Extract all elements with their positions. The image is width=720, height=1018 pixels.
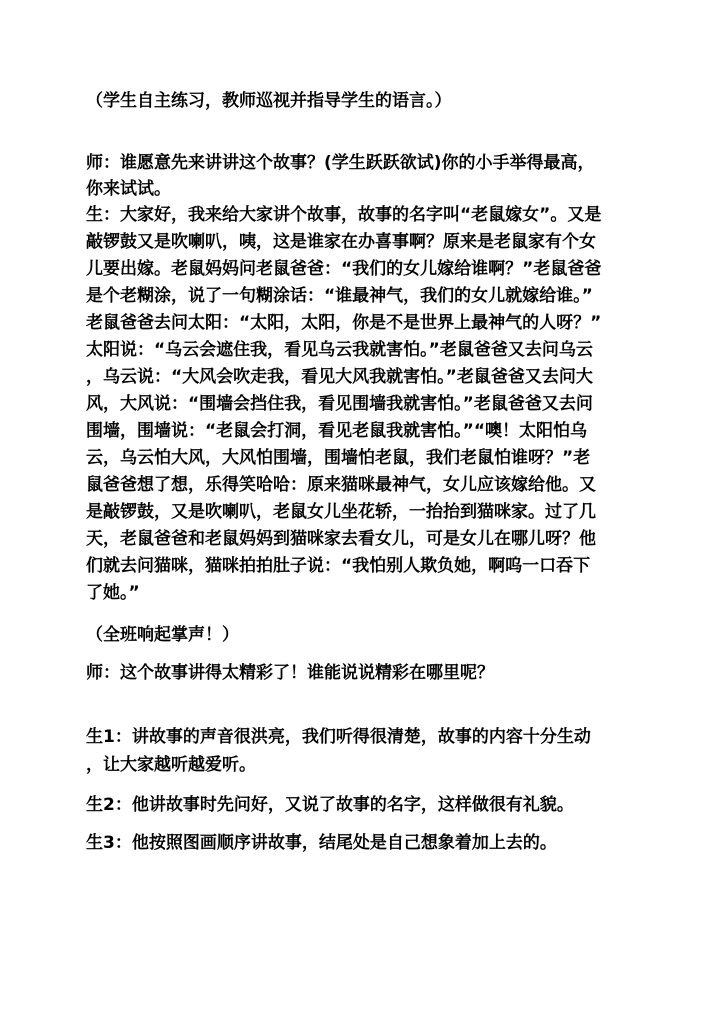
text-line-story-13: 天，老鼠爸爸和老鼠妈妈到猫咪家去看女儿，可是女儿在哪儿呀？他 xyxy=(86,529,596,549)
text-line-student2: 生2：他讲故事时先问好，又说了故事的名字，这样做很有礼貌。 xyxy=(86,795,574,815)
text-line-story-6: 太阳说：“乌云会遮住我，看见乌云我就害怕。”老鼠爸爸又去问乌云 xyxy=(86,340,593,360)
text-line-story-4: 是个老糊涂，说了一句糊涂话：“谁最神气，我们的女儿就嫁给谁。” xyxy=(86,286,593,306)
text-line-story-10: 云，乌云怕大风，大风怕围墙，围墙怕老鼠，我们老鼠怕谁呀？”老 xyxy=(86,448,591,468)
text-line-story-1: 生：大家好，我来给大家讲个故事，故事的名字叫“老鼠嫁女”。又是 xyxy=(86,205,602,225)
text-line-story-7: ，乌云说：“大风会吹走我，看见大风我就害怕。”老鼠爸爸又去问大 xyxy=(86,367,593,387)
text-line-story-5: 老鼠爸爸去问太阳：“太阳，太阳，你是不是世界上最神气的人呀？” xyxy=(86,313,602,333)
text-line-story-2: 敲锣鼓又是吹喇叭，咦，这是谁家在办喜事啊？原来是老鼠家有个女 xyxy=(86,232,596,252)
text-line-story-14: 们就去问猫咪，猫咪拍拍肚子说：“我怕别人欺负她，啊呜一口吞下 xyxy=(86,556,591,576)
text-line-story-8: 风，大风说：“围墙会挡住我，看见围墙我就害怕。”老鼠爸爸又去问 xyxy=(86,394,593,414)
text-line-teacher-question-1: 师：谁愿意先来讲讲这个故事？(学生跃跃欲试)你的小手举得最高， xyxy=(86,153,595,173)
text-line-story-3: 儿要出嫁。老鼠妈妈问老鼠爸爸：“我们的女儿嫁给谁啊？”老鼠爸爸 xyxy=(86,259,602,279)
text-line-student3: 生3：他按照图画顺序讲故事，结尾处是自己想象着加上去的。 xyxy=(86,833,557,853)
text-line-student1-1: 生1：讲故事的声音很洪亮，我们听得很清楚，故事的内容十分生动 xyxy=(86,727,591,747)
text-line-story-12: 是敲锣鼓，又是吹喇叭，老鼠女儿坐花轿，一抬抬到猫咪家。过了几 xyxy=(86,502,596,522)
text-line-story-15: 了她。” xyxy=(86,583,140,603)
text-line-applause: （全班响起掌声！） xyxy=(86,625,239,645)
text-line-story-9: 围墙，围墙说：“老鼠会打洞，看见老鼠我就害怕。”“噢！太阳怕乌 xyxy=(86,421,588,441)
text-line-story-11: 鼠爸爸想了想，乐得笑哈哈：原来猫咪最神气，女儿应该嫁给他。又 xyxy=(86,475,596,495)
text-line-teacher-question-2: 你来试试。 xyxy=(86,179,171,199)
text-line-teacher-praise: 师：这个故事讲得太精彩了！谁能说说精彩在哪里呢？ xyxy=(86,663,494,683)
text-line-student1-2: ，让大家越听越爱听。 xyxy=(86,755,256,775)
text-line-practice-note: （学生自主练习，教师巡视并指导学生的语言。） xyxy=(86,91,452,111)
